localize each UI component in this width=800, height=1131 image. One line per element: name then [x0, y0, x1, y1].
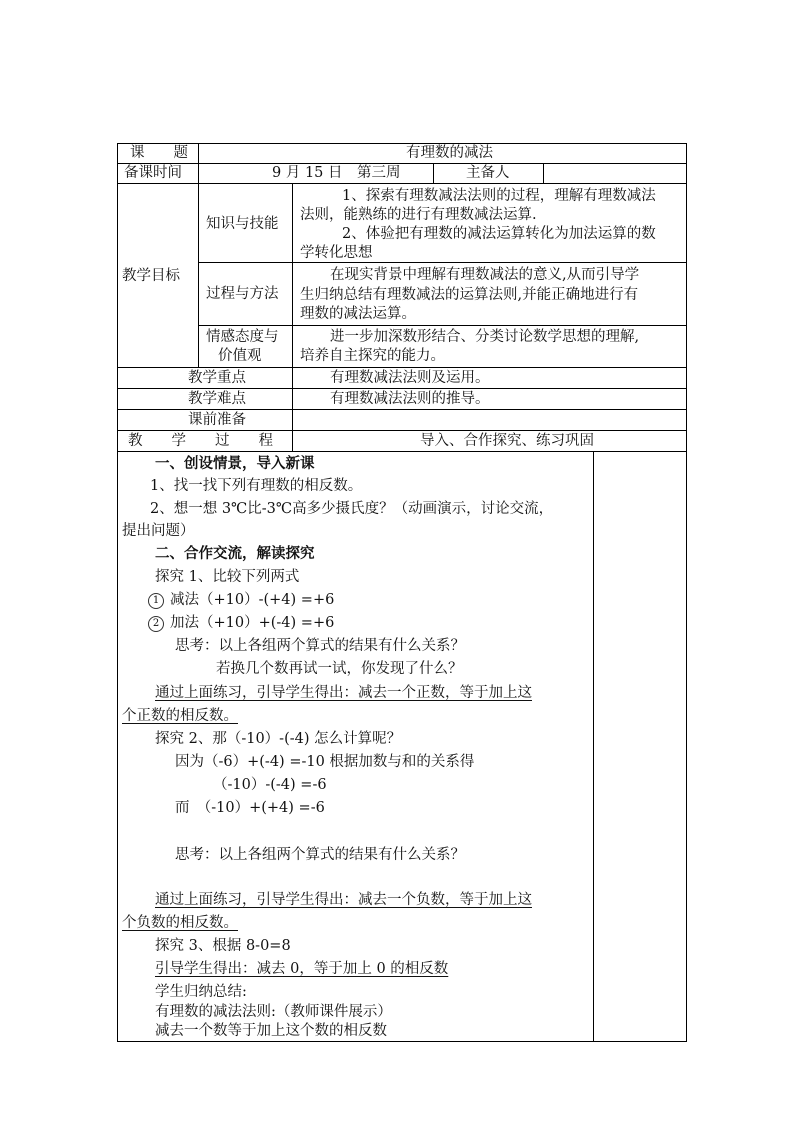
topic-label: 课 题	[130, 145, 188, 161]
rule-title: 有理数的减法法则:（教师课件展示）	[155, 1004, 392, 1020]
emotion-label-line-2: 价值观	[218, 348, 262, 364]
difficulty-label: 教学难点	[188, 391, 246, 407]
process-line-2: 生归纳总结有理数减法的运算法则,并能正确地进行有	[300, 287, 639, 303]
summary-label: 学生归纳总结:	[155, 984, 247, 1000]
equation-1: 减法（+10）-(+4) =+6	[170, 592, 335, 608]
equation-3: （-10）-(-4) =-6	[213, 777, 327, 793]
conclusion-2-line-2: 个负数的相反数。	[122, 915, 238, 931]
equation-1-row	[148, 590, 334, 610]
knowledge-line-4: 学转化思想	[300, 245, 373, 261]
conclusion-1-line-1: 通过上面练习，引导学生得出：减去一个正数，等于加上这	[155, 685, 532, 701]
key-point-label: 教学重点	[188, 370, 246, 386]
knowledge-label: 知识与技能	[206, 216, 279, 232]
think-2: 思考：以上各组两个算式的结果有什么关系？	[175, 847, 465, 863]
explore-1: 探究 1、比较下列两式	[155, 569, 300, 585]
difficulty-value: 有理数减法法则的推导。	[330, 391, 490, 407]
item-2-line-2: 提出问题）	[122, 523, 195, 539]
think-1b: 若换几个数再试一试，你发现了什么？	[216, 661, 463, 677]
because-line: 因为（-6）+(-4) =-10 根据加数与和的关系得	[175, 754, 475, 770]
conclusion-3: 引导学生得出：减去 0，等于加上 0 的相反数	[155, 961, 449, 977]
preparation-label: 课前准备	[188, 412, 246, 428]
section-2-title: 二、合作交流，解读探究	[155, 545, 315, 562]
time-value: 9 月 15 日 第三周	[272, 165, 401, 181]
circled-number-1: 1	[148, 593, 164, 609]
process-line-3: 理数的减法运算。	[300, 306, 416, 322]
while-line: 而 （-10）+(+4) =-6	[175, 800, 325, 816]
circled-number-2: 2	[148, 616, 164, 632]
conclusion-2-line-1: 通过上面练习，引导学生得出：减去一个负数，等于加上这	[155, 892, 532, 908]
key-point-value: 有理数减法法则及运用。	[330, 370, 490, 386]
objectives-label: 教学目标	[122, 268, 180, 284]
conclusion-1-line-2: 个正数的相反数。	[122, 708, 238, 724]
rule-text: 减去一个数等于加上这个数的相反数	[155, 1023, 387, 1039]
equation-2-row	[148, 613, 334, 633]
explore-3: 探究 3、根据 8-0=8	[155, 938, 291, 954]
emotion-label-line-1: 情感态度与	[206, 329, 279, 345]
think-1: 思考：以上各组两个算式的结果有什么关系？	[175, 638, 465, 654]
preparer-label: 主备人	[466, 165, 510, 181]
emotion-line-2: 培养自主探究的能力。	[300, 348, 445, 364]
knowledge-line-3: 2、体验把有理数的减法运算转化为加法运算的数	[342, 226, 656, 242]
item-1: 1、找一找下列有理数的相反数。	[150, 478, 363, 494]
process-row-label: 教 学 过 程	[128, 433, 273, 449]
process-line-1: 在现实背景中理解有理数减法的意义,从而引导学	[330, 267, 640, 283]
topic-value: 有理数的减法	[406, 145, 493, 161]
process-method-label: 过程与方法	[206, 286, 279, 302]
section-1-title: 一、创设情景，导入新课	[155, 455, 315, 472]
explore-2: 探究 2、那（-10）-(-4) 怎么计算呢？	[155, 731, 402, 747]
emotion-line-1: 进一步加深数形结合、分类讨论数学思想的理解,	[330, 329, 640, 345]
knowledge-line-1: 1、探索有理数减法法则的过程，理解有理数减法	[342, 188, 656, 204]
knowledge-line-2: 法则，能熟练的进行有理数减法运算.	[300, 207, 537, 223]
equation-2: 加法（+10）+(-4) =+6	[170, 615, 335, 631]
process-row-value: 导入、合作探究、练习巩固	[420, 433, 594, 449]
time-label: 备课时间	[124, 165, 182, 181]
item-2-line-1: 2、想一想 3℃比-3℃高多少摄氏度？（动画演示，讨论交流，	[150, 501, 554, 517]
